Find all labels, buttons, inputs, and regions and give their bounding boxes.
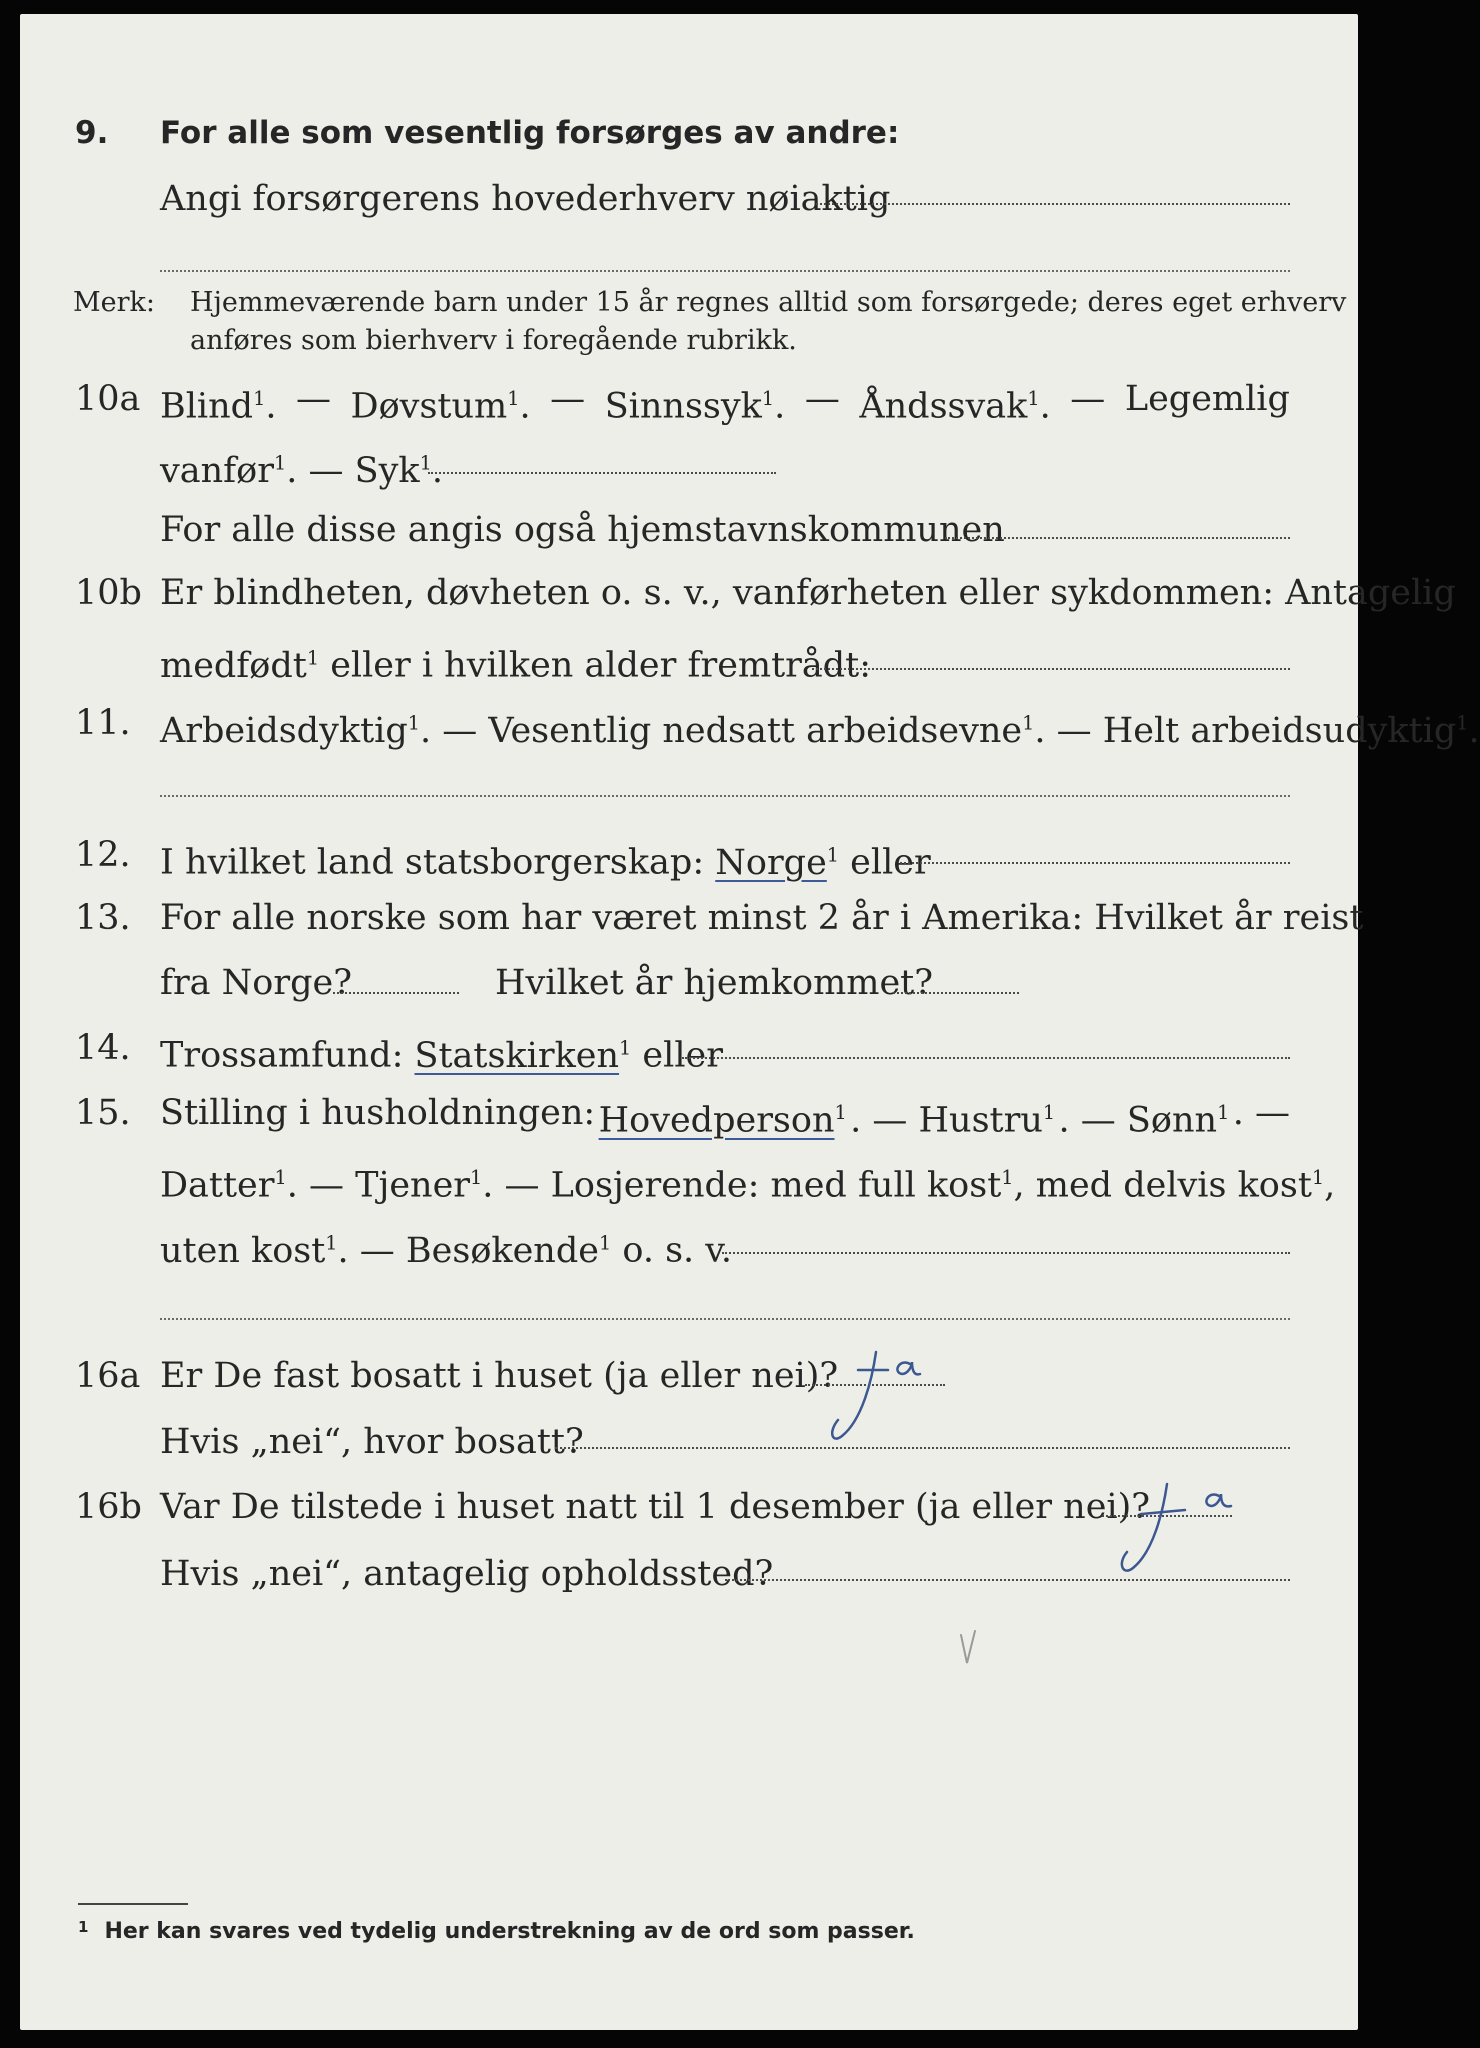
option-datter[interactable]: Datter$^1$	[160, 1165, 287, 1206]
option-legemlig[interactable]: Legemlig	[1124, 379, 1290, 419]
q16b-question: Var De tilstede i huset natt til 1 desember (ja eller nei)?	[160, 1487, 1151, 1527]
q16a-line1	[0, 1346, 1382, 1406]
q13-reist-answer-line[interactable]	[333, 992, 459, 994]
footnote	[78, 1918, 915, 1944]
q15-answer-line[interactable]	[722, 1252, 1290, 1254]
option-full-kost[interactable]: . — Losjerende: med full kost$^1$	[482, 1165, 1014, 1206]
option-vanfor[interactable]: vanfør$^1$.	[160, 450, 298, 491]
option-uten-kost[interactable]: uten kost$^1$	[160, 1230, 338, 1271]
q16a-question: Er De fast bosatt i huset (ja eller nei)?	[160, 1356, 839, 1396]
option-sonn[interactable]: . — Sønn$^1$	[1058, 1100, 1230, 1141]
q9-second-answer-line[interactable]	[160, 270, 1290, 272]
q10b-number: 10b	[75, 573, 142, 613]
q12-question: I hvilket land statsborgerskap:	[160, 842, 705, 883]
q14-number: 14.	[75, 1028, 131, 1068]
dash: . —	[1232, 1093, 1290, 1133]
q14-line	[0, 1018, 1382, 1078]
dash: —	[550, 379, 586, 419]
option-medfodt[interactable]: medfødt$^1$	[160, 645, 320, 686]
merk-line1: Hjemmeværende barn under 15 år regnes alltid som forsørgede; deres eget erhverv	[190, 287, 1347, 318]
q14-answer-line[interactable]	[682, 1057, 1290, 1059]
q15-number: 15.	[75, 1093, 131, 1133]
q13-question: For alle norske som har været minst 2 år i Amerika: Hvilket år reist	[160, 898, 1364, 938]
q9-question: Angi forsørgerens hovederhverv nøiaktig	[160, 179, 891, 219]
q10b-answer-line[interactable]	[812, 668, 1290, 670]
q12-number: 12.	[75, 835, 131, 875]
option-tjener[interactable]: . — Tjener$^1$	[286, 1165, 483, 1206]
footnote-mark: 1	[78, 1918, 89, 1936]
q10a-line2	[0, 433, 1382, 493]
q15-line2	[0, 1148, 1382, 1208]
footnote-text: Her kan svares ved tydelig understrekning av de ord som passer.	[104, 1919, 915, 1944]
hjemstavn-answer-line[interactable]	[945, 537, 1290, 539]
option-statskirken[interactable]: Statskirken$^1$	[414, 1035, 632, 1076]
q10a-number: 10a	[75, 379, 141, 419]
q16b-opholdssted-answer-line[interactable]	[725, 1579, 1290, 1581]
option-hovedperson[interactable]: Hovedperson$^1$	[598, 1100, 847, 1141]
q13-number: 13.	[75, 898, 131, 938]
q14-eller: eller	[631, 1035, 723, 1076]
q9-line2	[0, 169, 1382, 229]
q10a-hjemstavn-question: For alle disse angis også hjemstavnskommunen	[160, 510, 1005, 550]
q10a-answer-line[interactable]	[428, 472, 776, 474]
option-norge[interactable]: Norge$^1$	[715, 842, 840, 883]
q10b-line1	[0, 563, 1456, 623]
q15-osv: o. s. v.	[611, 1230, 733, 1271]
option-syk[interactable]: — Syk$^1$.	[308, 450, 443, 491]
q13-line2	[0, 953, 1382, 1013]
q9-heading: For alle som vesentlig forsørges av andre:	[160, 115, 900, 151]
q12-line	[0, 825, 1382, 885]
q13-hjemkommet-answer-line[interactable]	[893, 992, 1019, 994]
q14-question: Trossamfund:	[160, 1035, 404, 1076]
q16b-line2	[0, 1544, 1382, 1604]
q11-number: 11.	[75, 703, 131, 743]
q11-answer-line[interactable]	[160, 795, 1290, 797]
q10b-line2	[0, 628, 1382, 688]
dash: —	[1070, 379, 1106, 419]
footnote-separator	[78, 1903, 188, 1905]
q12-eller: eller	[839, 842, 931, 883]
option-arbeidsudyktig[interactable]: — Helt arbeidsudyktig$^1$.	[1045, 710, 1480, 751]
q10a-line1	[0, 369, 1382, 429]
q13-line1	[0, 888, 1382, 948]
q11-line1	[0, 693, 1480, 753]
q15-question: Stilling i husholdningen:	[160, 1093, 596, 1133]
alder-question: eller i hvilken alder fremtrådt:	[319, 645, 872, 686]
q15-line1	[0, 1083, 1382, 1143]
dash: —	[804, 379, 840, 419]
option-hustru[interactable]: . — Hustru$^1$	[850, 1100, 1056, 1141]
option-arbeidsdyktig[interactable]: Arbeidsdyktig$^1$.	[160, 710, 432, 751]
pencil-check-mark	[955, 1625, 985, 1675]
q16a-line2	[0, 1412, 1382, 1472]
q10a-line3	[0, 500, 1382, 560]
q15-line3	[0, 1213, 1382, 1273]
q9-number: 9.	[75, 115, 109, 151]
merk-line2: anføres som bierhverv i foregående rubrikk.	[190, 325, 797, 356]
q16a-number: 16a	[75, 1356, 141, 1396]
q15-second-answer-line[interactable]	[160, 1318, 1290, 1320]
option-sinnssyk[interactable]: Sinnssyk$^1$.	[604, 386, 786, 427]
option-andssvak[interactable]: Åndssvak$^1$.	[859, 386, 1051, 427]
option-blind[interactable]: Blind$^1$.	[160, 386, 277, 427]
q12-answer-line[interactable]	[900, 862, 1290, 864]
q9-answer-line[interactable]	[816, 203, 1290, 205]
q13-reist: fra Norge?	[160, 963, 352, 1003]
option-besokende[interactable]: . — Besøkende$^1$	[337, 1230, 612, 1271]
q13-hjemkommet: Hvilket år hjemkommet?	[495, 963, 934, 1003]
option-delvis-kost[interactable]: , med delvis kost$^1$,	[1013, 1165, 1336, 1206]
dash: —	[296, 379, 331, 419]
q16a-bosatt-answer-line[interactable]	[555, 1447, 1290, 1449]
q16b-number: 16b	[75, 1487, 142, 1527]
option-dovstum[interactable]: Døvstum$^1$.	[350, 386, 531, 427]
option-nedsatt[interactable]: — Vesentlig nedsatt arbeidsevne$^1$.	[431, 710, 1046, 751]
q16b-opholdssted: Hvis „nei“, antagelig opholdssted?	[160, 1554, 774, 1594]
q16a-hvor-bosatt: Hvis „nei“, hvor bosatt?	[160, 1422, 584, 1462]
q9-line1	[0, 103, 1382, 163]
q10b-question: Er blindheten, døvheten o. s. v., vanførheten eller sykdommen: Antagelig	[160, 573, 1456, 613]
merk-label: Merk:	[73, 287, 155, 318]
